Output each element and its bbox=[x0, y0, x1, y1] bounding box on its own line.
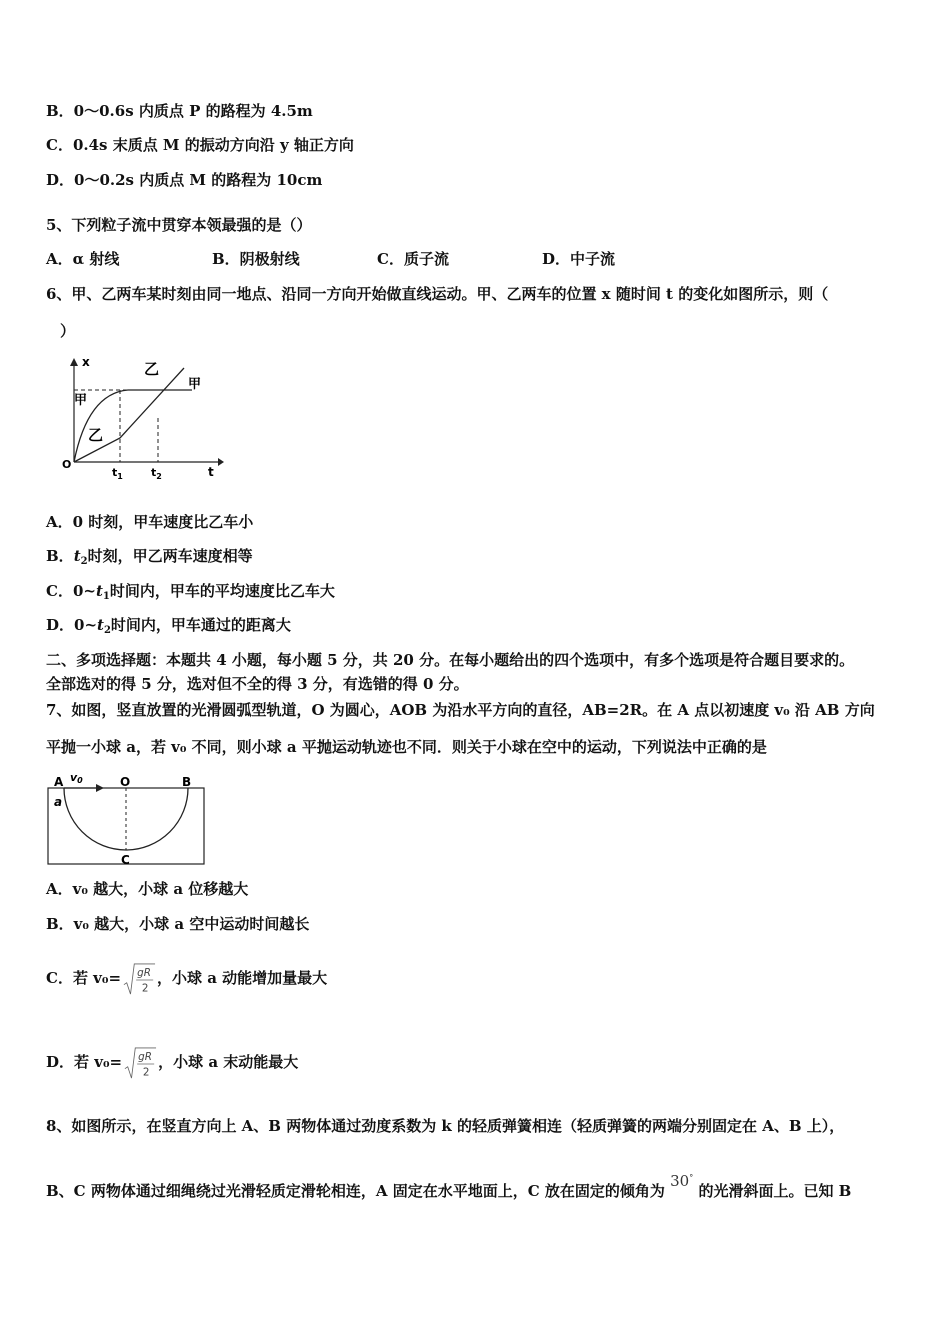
q7-option-c: C．若 v₀= gR 2 ，小球 a 动能增加量最大 bbox=[46, 960, 327, 996]
svg-text:gR: gR bbox=[137, 967, 151, 980]
q7-option-a: A．v₀ 越大，小球 a 位移越大 bbox=[46, 880, 249, 898]
label-v0: v0 bbox=[70, 772, 83, 785]
v0-arrowhead bbox=[96, 784, 104, 792]
t1-label: $t_1$ bbox=[112, 466, 123, 481]
section2-heading-line2: 全部选对的得 5 分，选对但不全的得 3 分，有选错的得 0 分。 bbox=[46, 675, 469, 693]
label-O: O bbox=[120, 775, 131, 789]
q5-option-a: A．α 射线 bbox=[46, 250, 120, 268]
t-axis-arrow bbox=[218, 458, 224, 466]
x-axis-arrow bbox=[70, 358, 78, 366]
q6-option-c: C．$0\sim t_1$时间内，甲车的平均速度比乙车大 bbox=[46, 582, 335, 602]
q5-option-c: C．质子流 bbox=[377, 250, 449, 268]
svg-text:gR: gR bbox=[138, 1051, 153, 1064]
q5-option-b: B．阴极射线 bbox=[212, 250, 300, 268]
q5-option-d: D．中子流 bbox=[542, 250, 616, 268]
q8-stem-line1: 8、如图所示，在竖直方向上 A、B 两物体通过劲度系数为 k 的轻质弹簧相连（轻质弹簧的两端分别固定在 A、B 上）， bbox=[46, 1117, 845, 1135]
origin-label: O bbox=[62, 458, 72, 471]
label-a: a bbox=[54, 795, 63, 809]
label-B: B bbox=[182, 775, 192, 789]
q7-stem-line1: 7、如图，竖直放置的光滑圆弧型轨道，O 为圆心，AOB 为沿水平方向的直径，AB=2R。在 A 点以初速度 v₀ 沿 AB 方向 bbox=[46, 701, 875, 719]
q6-position-time-graph bbox=[58, 352, 228, 482]
q7-stem-line2: 平抛一小球 a，若 v₀ 不同，则小球 a 平抛运动轨迹也不同．则关于小球在空中的运动，下列说法中正确的是 bbox=[46, 738, 767, 756]
svg-text:2: 2 bbox=[141, 982, 149, 995]
q6-option-d: D．$0\sim t_2$时间内，甲车通过的距离大 bbox=[46, 616, 291, 636]
q6-stem-line1: 6、甲、乙两车某时刻由同一地点、沿同一方向开始做直线运动。甲、乙两车的位置 x 随时间 t 的变化如图所示，则（ bbox=[46, 285, 829, 303]
label-C: C bbox=[121, 853, 130, 867]
q4-option-c: C．0.4s 末质点 M 的振动方向沿 y 轴正方向 bbox=[46, 136, 354, 154]
svg-text:2: 2 bbox=[142, 1066, 150, 1079]
q7-option-d: D．若 v₀= gR 2 ，小球 a 末动能最大 bbox=[46, 1044, 298, 1080]
q7-arc-track-figure bbox=[46, 772, 210, 868]
q8-stem-line2: B、C 两物体通过细绳绕过光滑轻质定滑轮相连，A 固定在水平地面上，C 放在固定的倾角为 30° 的光滑斜面上。已知 B bbox=[46, 1172, 852, 1200]
q4-option-d: D．0～0.2s 内质点 M 的路程为 10cm bbox=[46, 171, 323, 189]
q5-stem: 5、下列粒子流中贯穿本领最强的是（） bbox=[46, 216, 312, 234]
sqrt-fraction-c bbox=[121, 962, 157, 996]
q6-option-a: A．0 时刻，甲车速度比乙车小 bbox=[46, 513, 254, 531]
sqrt-fraction-d bbox=[122, 1046, 158, 1080]
label-A: A bbox=[54, 775, 64, 789]
yi-label-top: 乙 bbox=[144, 360, 160, 378]
yi-label-bottom: 乙 bbox=[88, 426, 104, 444]
t-label: t bbox=[208, 465, 214, 479]
q4-option-b: B．0～0.6s 内质点 P 的路程为 4.5m bbox=[46, 102, 313, 120]
q6-stem-line2: ） bbox=[60, 322, 76, 340]
t2-label: $t_2$ bbox=[151, 466, 162, 481]
angle-30: 30° bbox=[670, 1172, 694, 1190]
section2-heading-line1: 二、多项选择题：本题共 4 小题，每小题 5 分，共 20 分。在每小题给出的四个选项中，有多个选项是符合题目要求的。 bbox=[46, 651, 855, 669]
x-label: x bbox=[82, 355, 90, 369]
jia-label-left: 甲 bbox=[74, 393, 88, 408]
q6-option-b: B．$t_2$时刻，甲乙两车速度相等 bbox=[46, 547, 253, 567]
jia-label-right: 甲 bbox=[188, 377, 202, 392]
q7-option-b: B．v₀ 越大，小球 a 空中运动时间越长 bbox=[46, 915, 310, 933]
